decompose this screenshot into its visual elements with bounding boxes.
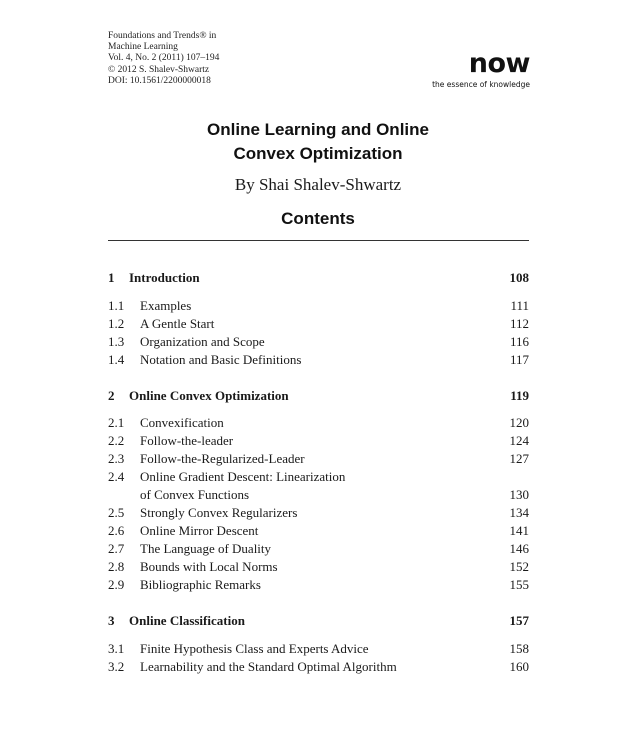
toc-section[interactable]: [108, 414, 529, 432]
toc-page: 116: [509, 334, 529, 349]
toc-number: 2.3: [108, 451, 125, 466]
toc-number: 1: [108, 270, 115, 285]
heading-rule: [108, 240, 529, 241]
toc-label: The Language of Duality: [140, 541, 272, 556]
toc-label: Finite Hypothesis Class and Experts Advice: [140, 641, 369, 656]
toc-label: Online Classification: [129, 613, 245, 628]
toc-chapter[interactable]: [108, 387, 529, 405]
toc-number: 2: [108, 388, 115, 403]
logo-tagline: the essence of knowledge: [432, 80, 530, 89]
toc-section[interactable]: [108, 540, 529, 558]
toc-number: 2.7: [108, 541, 125, 556]
toc-page: 111: [510, 298, 529, 313]
toc-number: 3.2: [108, 659, 125, 674]
meta-line: DOI: 10.1561/2200000018: [108, 75, 211, 86]
toc-label: Online Mirror Descent: [140, 523, 259, 538]
toc-page: 124: [509, 433, 529, 448]
toc-number: 2.1: [108, 415, 125, 430]
toc-page: 108: [509, 270, 529, 285]
toc-page: 120: [509, 415, 529, 430]
toc-section[interactable]: [108, 351, 529, 369]
toc-number: 2.6: [108, 523, 125, 538]
toc-number: 2.5: [108, 505, 125, 520]
toc-page: 146: [509, 541, 529, 556]
title-line: Online Learning and Online: [207, 120, 429, 139]
toc-number: 2.8: [108, 559, 125, 574]
toc-page: 160: [509, 659, 529, 674]
meta-line: Vol. 4, No. 2 (2011) 107–194: [108, 53, 220, 64]
toc-section[interactable]: [108, 333, 529, 351]
toc-section[interactable]: [108, 558, 529, 576]
toc-label: Examples: [140, 298, 192, 313]
toc-number: 1.2: [108, 316, 125, 331]
toc-label: of Convex Functions: [140, 487, 250, 502]
toc-section[interactable]: [108, 504, 529, 522]
toc-section[interactable]: [108, 315, 529, 333]
toc-number: 1.1: [108, 298, 125, 313]
toc-section[interactable]: [108, 450, 529, 468]
toc-label: Introduction: [129, 270, 200, 285]
toc-label: Bibliographic Remarks: [140, 577, 261, 592]
toc-page: 127: [509, 451, 529, 466]
toc-label: Online Gradient Descent: Linearization: [140, 469, 346, 484]
toc-label: Convexification: [140, 415, 224, 430]
author-byline: By Shai Shalev-Shwartz: [234, 175, 402, 194]
meta-line: © 2012 S. Shalev-Shwartz: [108, 64, 210, 75]
toc-chapter[interactable]: [108, 612, 529, 630]
toc-label: Learnability and the Standard Optimal Algorithm: [140, 659, 397, 674]
toc-section[interactable]: [108, 522, 529, 540]
toc-number: 2.9: [108, 577, 125, 592]
toc-section[interactable]: [108, 297, 529, 315]
toc-label: A Gentle Start: [140, 316, 215, 331]
title-line: Convex Optimization: [233, 144, 403, 163]
toc-page: 117: [509, 352, 529, 367]
toc-section[interactable]: [108, 576, 529, 594]
journal-metadata: [108, 31, 219, 87]
toc-section[interactable]: [108, 468, 529, 486]
toc-label: Online Convex Optimization: [129, 388, 289, 403]
toc-page: 130: [509, 487, 529, 502]
toc-page: 155: [509, 577, 529, 592]
toc-label: Follow-the-Regularized-Leader: [140, 451, 305, 466]
toc-label: Bounds with Local Norms: [140, 559, 278, 574]
toc-page: 158: [509, 641, 529, 656]
toc-section[interactable]: [108, 658, 529, 676]
toc-number: 3.1: [108, 641, 125, 656]
toc-label: Organization and Scope: [140, 334, 265, 349]
toc-number: 2.4: [108, 469, 125, 484]
toc-page: 141: [509, 523, 529, 538]
toc-page: 119: [510, 388, 529, 403]
logo-wordmark: now: [468, 48, 530, 79]
toc-label: Follow-the-leader: [140, 433, 234, 448]
toc-page: 112: [509, 316, 529, 331]
toc-number: 2.2: [108, 433, 125, 448]
publisher-logo: [426, 50, 530, 89]
toc-page: 157: [509, 613, 529, 628]
toc-page: 152: [509, 559, 529, 574]
contents-heading: Contents: [281, 209, 355, 228]
toc-section[interactable]: [108, 640, 529, 658]
toc-chapter[interactable]: [108, 269, 529, 287]
book-title: [0, 118, 636, 166]
toc-number: 3: [108, 613, 115, 628]
toc-page: 134: [509, 505, 529, 520]
meta-line: Foundations and Trends® in: [108, 31, 217, 41]
toc-number: 1.4: [108, 352, 125, 367]
toc-number: 1.3: [108, 334, 125, 349]
meta-line: Machine Learning: [108, 42, 178, 53]
toc-label: Notation and Basic Definitions: [140, 352, 302, 367]
toc-label: Strongly Convex Regularizers: [140, 505, 298, 520]
toc-section[interactable]: [108, 432, 529, 450]
toc-section-continued[interactable]: [108, 486, 529, 504]
